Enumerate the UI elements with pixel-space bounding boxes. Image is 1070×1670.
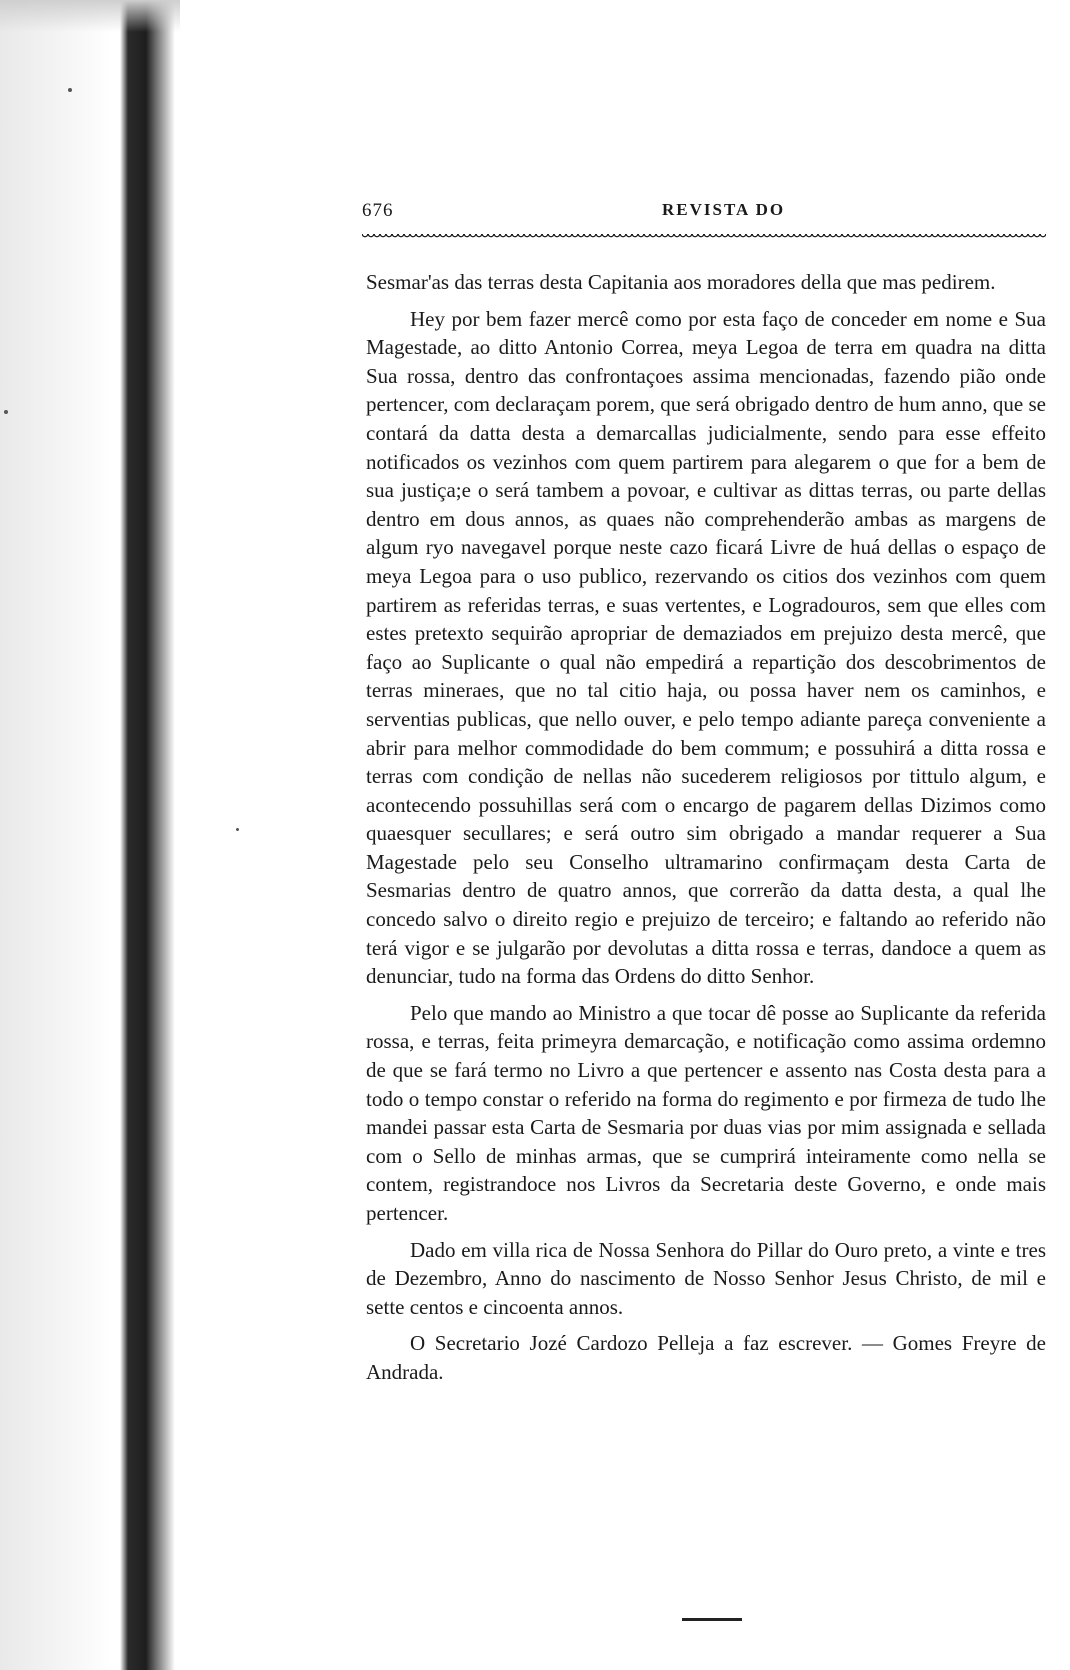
paragraph: Sesmar'as das terras desta Capitania aos moradores della que mas pedirem. <box>366 270 996 294</box>
scan-edge-shadow <box>0 0 180 32</box>
book-binding-shadow <box>0 0 175 1670</box>
closing-rule <box>682 1618 742 1621</box>
page-number: 676 <box>362 200 394 221</box>
running-head: REVISTA DO <box>662 200 786 219</box>
paragraph: Hey por bem fazer mercê como por esta faço de conceder em nome e Sua Magestade, ao ditto Antonio Correa, meya Legoa de terra em quadra na ditta Sua rossa, dentro das confrontaçoes assima mencionadas, fazendo pião onde pertencer, com declaraçam porem, que será obrigado dentro de hum anno, que se contará da datta desta a demarcallas judicialmente, sendo para esse effeito notificados os vezinhos com quem partirem para alegarem o que for a bem de sua justiça;e o será tambem a povoar, e cultivar as dittas terras, ou parte dellas dentro em dous annos, as quaes não comprehenderão ambas as margens de algum ryo navegavel porque neste cazo ficará Livre de huá dellas o espaço de meya Legoa para o uso publico, rezervando os citios dos vezinhos com quem partirem as referidas terras, e suas vertentes, e Logradouros, sem que elles com estes pretexto sequirão apropriar de demaziados em prejuizo desta mercê, que faço ao Suplicante o qual não empedirá a repartição dos descobrimentos de terras mineraes, que no tal citio haja, ou possa haver nem os caminhos, e serventias publicas, que nello ouver, e pelo tempo adiante pareça conveniente a abrir para melhor commodidade do bem commum; e possuhirá a ditta rossa e terras com condição de nellas não sucederem religiosos por tittulo algum, e acontecendo possuhillas será com o encargo de pagarem dellas Dizimos como quaesquer secullares; e será outro sim obrigado a mandar requerer a Sua Magestade pelo seu Conselho ultramarino confirmaçam desta Carta de Sesmarias dentro de quatro annos, que correrão da datta desta, a qual lhe concedo salvo o direito regio e prejuizo de terceiro; e faltando ao referido não terá vigor e se julgarão por devolutas a ditta rossa e terras, dandoce a quem as denunciar, tudo na forma das Ordens do ditto Senhor. <box>366 306 1046 989</box>
paragraph: Dado em villa rica de Nossa Senhora do Pillar do Ouro preto, a vinte e tres de Dezembro, Anno do nascimento de Nosso Senhor Jesus Christo, de mil e sette centos e cincoenta annos. <box>366 1237 1046 1319</box>
scan-speck <box>68 88 72 92</box>
scan-speck <box>236 828 239 831</box>
paragraph: O Secretario Jozé Cardozo Pelleja a faz escrever. — Gomes Freyre de Andrada. <box>366 1331 1046 1384</box>
paragraph: Pelo que mando ao Ministro a que tocar dê posse ao Suplicante da referida rossa, e terras, feita primeyra demarcação, e notificação como assima ordemno de que se fará termo no Livro a que pertencer e assento nas Costa desta para a todo o tempo constar o referido na forma do regimento e por firmeza de tudo lhe mandei passar esta Carta de Sesmaria por duas vias por mim assignada e sellada com o Sello de minhas armas, que se cumprirá inteiramente como nella se contem, registrandoce nos Livros da Secretaria deste Governo, e onde mais pertencer. <box>366 1000 1046 1225</box>
header-rule <box>362 234 1046 240</box>
body-text <box>366 268 1046 1395</box>
scan-speck <box>4 410 8 414</box>
page-header <box>362 200 1046 226</box>
